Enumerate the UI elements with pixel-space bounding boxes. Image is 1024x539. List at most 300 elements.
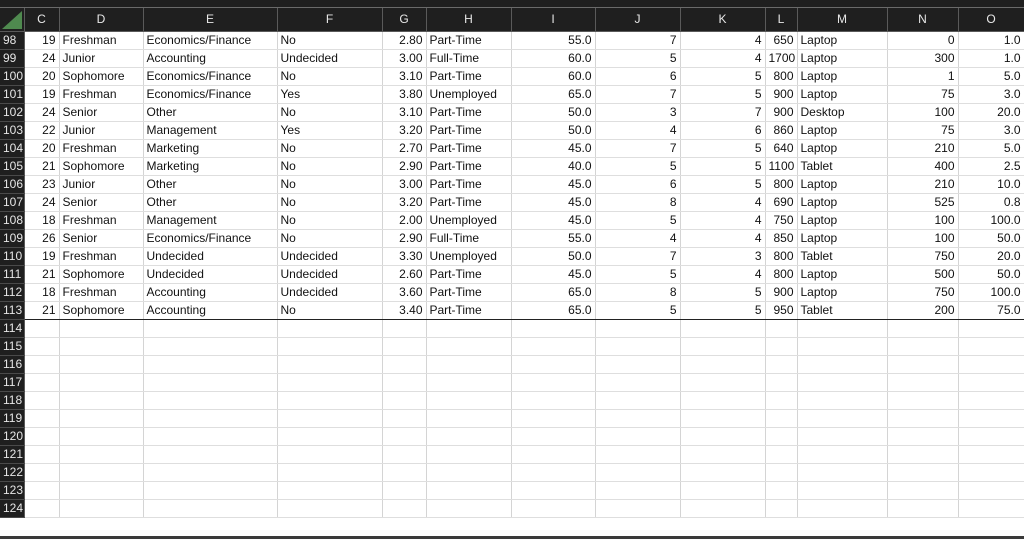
cell-h[interactable]: Part-Time (426, 139, 511, 157)
column-header-n[interactable]: N (887, 8, 958, 31)
cell-d[interactable]: Junior (59, 121, 143, 139)
cell-h[interactable]: Part-Time (426, 301, 511, 319)
cell-c[interactable] (24, 481, 59, 499)
cell-i[interactable]: 60.0 (511, 67, 595, 85)
cell-c[interactable] (24, 355, 59, 373)
row-header[interactable]: 117 (0, 373, 24, 391)
cell-i[interactable] (511, 409, 595, 427)
cell-c[interactable] (24, 427, 59, 445)
cell-k[interactable]: 4 (680, 265, 765, 283)
cell-j[interactable]: 6 (595, 175, 680, 193)
cell-m[interactable] (797, 319, 887, 337)
cell-j[interactable]: 5 (595, 157, 680, 175)
cell-l[interactable] (765, 391, 797, 409)
cell-d[interactable]: Sophomore (59, 157, 143, 175)
column-header-i[interactable]: I (511, 8, 595, 31)
cell-c[interactable]: 19 (24, 31, 59, 49)
cell-m[interactable]: Tablet (797, 157, 887, 175)
cell-d[interactable] (59, 409, 143, 427)
cell-l[interactable]: 800 (765, 175, 797, 193)
cell-j[interactable] (595, 463, 680, 481)
cell-e[interactable] (143, 499, 277, 517)
cell-n[interactable] (887, 463, 958, 481)
cell-l[interactable]: 750 (765, 211, 797, 229)
cell-l[interactable] (765, 427, 797, 445)
cell-f[interactable]: No (277, 211, 382, 229)
cell-n[interactable] (887, 427, 958, 445)
cell-m[interactable] (797, 409, 887, 427)
cell-e[interactable]: Other (143, 175, 277, 193)
cell-h[interactable] (426, 427, 511, 445)
cell-d[interactable]: Sophomore (59, 301, 143, 319)
cell-j[interactable]: 7 (595, 31, 680, 49)
cell-j[interactable]: 5 (595, 265, 680, 283)
cell-j[interactable]: 7 (595, 85, 680, 103)
cell-e[interactable] (143, 463, 277, 481)
cell-g[interactable]: 3.60 (382, 283, 426, 301)
cell-n[interactable]: 300 (887, 49, 958, 67)
cell-e[interactable]: Accounting (143, 283, 277, 301)
cell-f[interactable] (277, 355, 382, 373)
cell-n[interactable]: 750 (887, 247, 958, 265)
cell-g[interactable]: 3.20 (382, 121, 426, 139)
cell-o[interactable]: 50.0 (958, 265, 1024, 283)
cell-n[interactable] (887, 481, 958, 499)
cell-k[interactable] (680, 391, 765, 409)
cell-m[interactable]: Laptop (797, 229, 887, 247)
cell-c[interactable]: 19 (24, 85, 59, 103)
cell-m[interactable] (797, 463, 887, 481)
cell-c[interactable]: 21 (24, 265, 59, 283)
cell-n[interactable] (887, 373, 958, 391)
cell-l[interactable]: 900 (765, 103, 797, 121)
cell-j[interactable] (595, 499, 680, 517)
cell-j[interactable] (595, 337, 680, 355)
cell-o[interactable] (958, 427, 1024, 445)
cell-j[interactable]: 5 (595, 211, 680, 229)
cell-h[interactable]: Part-Time (426, 31, 511, 49)
row-header[interactable]: 111 (0, 265, 24, 283)
cell-d[interactable] (59, 355, 143, 373)
cell-c[interactable] (24, 337, 59, 355)
cell-f[interactable]: No (277, 139, 382, 157)
cell-d[interactable]: Senior (59, 103, 143, 121)
cell-o[interactable] (958, 373, 1024, 391)
cell-d[interactable] (59, 499, 143, 517)
cell-e[interactable]: Economics/Finance (143, 85, 277, 103)
cell-k[interactable]: 4 (680, 229, 765, 247)
cell-k[interactable] (680, 319, 765, 337)
cell-f[interactable]: No (277, 31, 382, 49)
cell-e[interactable]: Other (143, 193, 277, 211)
cell-g[interactable] (382, 445, 426, 463)
cell-f[interactable]: Undecided (277, 247, 382, 265)
cell-o[interactable]: 3.0 (958, 85, 1024, 103)
cell-k[interactable]: 7 (680, 103, 765, 121)
cell-m[interactable]: Laptop (797, 49, 887, 67)
cell-m[interactable]: Laptop (797, 265, 887, 283)
cell-n[interactable] (887, 409, 958, 427)
cell-d[interactable]: Freshman (59, 31, 143, 49)
cell-o[interactable]: 20.0 (958, 247, 1024, 265)
cell-k[interactable] (680, 445, 765, 463)
column-header-e[interactable]: E (143, 8, 277, 31)
cell-c[interactable] (24, 499, 59, 517)
cell-k[interactable]: 5 (680, 67, 765, 85)
cell-h[interactable]: Unemployed (426, 85, 511, 103)
cell-d[interactable] (59, 445, 143, 463)
cell-m[interactable] (797, 499, 887, 517)
cell-l[interactable]: 1700 (765, 49, 797, 67)
cell-e[interactable]: Economics/Finance (143, 31, 277, 49)
cell-h[interactable]: Part-Time (426, 283, 511, 301)
cell-c[interactable]: 22 (24, 121, 59, 139)
cell-g[interactable] (382, 373, 426, 391)
cell-g[interactable]: 3.40 (382, 301, 426, 319)
cell-e[interactable]: Management (143, 211, 277, 229)
cell-i[interactable]: 45.0 (511, 211, 595, 229)
cell-k[interactable] (680, 409, 765, 427)
cell-f[interactable]: No (277, 229, 382, 247)
row-header[interactable]: 98 (0, 31, 24, 49)
cell-h[interactable]: Part-Time (426, 157, 511, 175)
cell-g[interactable]: 3.30 (382, 247, 426, 265)
cell-i[interactable]: 40.0 (511, 157, 595, 175)
cell-k[interactable]: 5 (680, 283, 765, 301)
cell-o[interactable]: 75.0 (958, 301, 1024, 319)
cell-f[interactable]: Yes (277, 121, 382, 139)
cell-h[interactable]: Part-Time (426, 67, 511, 85)
cell-n[interactable]: 75 (887, 121, 958, 139)
cell-m[interactable] (797, 481, 887, 499)
cell-i[interactable]: 55.0 (511, 229, 595, 247)
cell-j[interactable] (595, 355, 680, 373)
cell-i[interactable] (511, 481, 595, 499)
row-header[interactable]: 105 (0, 157, 24, 175)
cell-h[interactable]: Part-Time (426, 193, 511, 211)
cell-j[interactable]: 7 (595, 247, 680, 265)
row-header[interactable]: 122 (0, 463, 24, 481)
cell-e[interactable]: Accounting (143, 301, 277, 319)
cell-c[interactable]: 21 (24, 301, 59, 319)
cell-k[interactable]: 5 (680, 139, 765, 157)
column-header-l[interactable]: L (765, 8, 797, 31)
cell-l[interactable] (765, 481, 797, 499)
cell-o[interactable]: 1.0 (958, 31, 1024, 49)
cell-g[interactable]: 3.80 (382, 85, 426, 103)
cell-l[interactable]: 900 (765, 85, 797, 103)
cell-l[interactable] (765, 373, 797, 391)
cell-h[interactable] (426, 409, 511, 427)
cell-c[interactable] (24, 463, 59, 481)
cell-m[interactable] (797, 427, 887, 445)
cell-g[interactable]: 2.70 (382, 139, 426, 157)
cell-n[interactable]: 400 (887, 157, 958, 175)
cell-e[interactable]: Accounting (143, 49, 277, 67)
row-header[interactable]: 110 (0, 247, 24, 265)
cell-g[interactable]: 3.10 (382, 67, 426, 85)
cell-l[interactable]: 650 (765, 31, 797, 49)
cell-f[interactable] (277, 445, 382, 463)
cell-c[interactable]: 19 (24, 247, 59, 265)
cell-d[interactable] (59, 463, 143, 481)
row-header[interactable]: 108 (0, 211, 24, 229)
cell-c[interactable] (24, 409, 59, 427)
cell-n[interactable]: 500 (887, 265, 958, 283)
cell-i[interactable]: 65.0 (511, 301, 595, 319)
cell-e[interactable]: Other (143, 103, 277, 121)
row-header[interactable]: 109 (0, 229, 24, 247)
cell-n[interactable] (887, 445, 958, 463)
column-header-k[interactable]: K (680, 8, 765, 31)
cell-k[interactable] (680, 463, 765, 481)
cell-g[interactable]: 2.60 (382, 265, 426, 283)
cell-n[interactable]: 1 (887, 67, 958, 85)
cell-h[interactable]: Unemployed (426, 211, 511, 229)
cell-e[interactable] (143, 337, 277, 355)
cell-n[interactable]: 200 (887, 301, 958, 319)
cell-f[interactable] (277, 373, 382, 391)
cell-n[interactable] (887, 337, 958, 355)
cell-m[interactable]: Laptop (797, 121, 887, 139)
cell-e[interactable] (143, 445, 277, 463)
cell-i[interactable] (511, 319, 595, 337)
cell-o[interactable]: 10.0 (958, 175, 1024, 193)
cell-g[interactable] (382, 391, 426, 409)
cell-j[interactable]: 5 (595, 49, 680, 67)
cell-m[interactable]: Laptop (797, 67, 887, 85)
cell-m[interactable] (797, 337, 887, 355)
cell-e[interactable] (143, 319, 277, 337)
cell-j[interactable]: 8 (595, 193, 680, 211)
cell-h[interactable]: Part-Time (426, 103, 511, 121)
cell-c[interactable]: 20 (24, 67, 59, 85)
cell-d[interactable] (59, 481, 143, 499)
cell-c[interactable]: 26 (24, 229, 59, 247)
cell-n[interactable]: 0 (887, 31, 958, 49)
column-header-g[interactable]: G (382, 8, 426, 31)
cell-d[interactable]: Freshman (59, 85, 143, 103)
cell-d[interactable]: Senior (59, 229, 143, 247)
cell-l[interactable]: 850 (765, 229, 797, 247)
cell-o[interactable] (958, 445, 1024, 463)
cell-i[interactable]: 50.0 (511, 247, 595, 265)
cell-i[interactable] (511, 337, 595, 355)
cell-i[interactable]: 55.0 (511, 31, 595, 49)
cell-o[interactable] (958, 463, 1024, 481)
cell-d[interactable]: Junior (59, 175, 143, 193)
row-header[interactable]: 116 (0, 355, 24, 373)
cell-l[interactable] (765, 463, 797, 481)
column-header-h[interactable]: H (426, 8, 511, 31)
cell-j[interactable] (595, 481, 680, 499)
cell-f[interactable]: Yes (277, 85, 382, 103)
cell-f[interactable]: Undecided (277, 49, 382, 67)
cell-e[interactable]: Economics/Finance (143, 229, 277, 247)
cell-c[interactable] (24, 391, 59, 409)
cell-f[interactable]: No (277, 157, 382, 175)
column-header-j[interactable]: J (595, 8, 680, 31)
cell-n[interactable] (887, 391, 958, 409)
cell-k[interactable]: 4 (680, 31, 765, 49)
cell-d[interactable]: Freshman (59, 139, 143, 157)
cell-l[interactable]: 800 (765, 265, 797, 283)
row-header[interactable]: 106 (0, 175, 24, 193)
cell-j[interactable] (595, 445, 680, 463)
cell-g[interactable]: 3.10 (382, 103, 426, 121)
cell-i[interactable] (511, 427, 595, 445)
cell-d[interactable]: Senior (59, 193, 143, 211)
cell-g[interactable]: 3.20 (382, 193, 426, 211)
cell-j[interactable] (595, 373, 680, 391)
cell-o[interactable] (958, 319, 1024, 337)
cell-o[interactable] (958, 409, 1024, 427)
cell-i[interactable]: 65.0 (511, 283, 595, 301)
cell-f[interactable]: Undecided (277, 283, 382, 301)
row-header[interactable]: 120 (0, 427, 24, 445)
cell-j[interactable]: 8 (595, 283, 680, 301)
cell-h[interactable] (426, 445, 511, 463)
cell-l[interactable]: 640 (765, 139, 797, 157)
cell-e[interactable] (143, 355, 277, 373)
row-header[interactable]: 124 (0, 499, 24, 517)
cell-o[interactable] (958, 481, 1024, 499)
cell-d[interactable] (59, 391, 143, 409)
row-header[interactable]: 104 (0, 139, 24, 157)
cell-m[interactable]: Laptop (797, 283, 887, 301)
cell-m[interactable]: Laptop (797, 139, 887, 157)
cell-c[interactable]: 24 (24, 49, 59, 67)
cell-i[interactable] (511, 499, 595, 517)
cell-f[interactable]: No (277, 175, 382, 193)
cell-c[interactable] (24, 373, 59, 391)
cell-g[interactable]: 2.90 (382, 157, 426, 175)
cell-f[interactable]: No (277, 193, 382, 211)
cell-j[interactable] (595, 427, 680, 445)
cell-d[interactable] (59, 427, 143, 445)
cell-o[interactable] (958, 355, 1024, 373)
cell-h[interactable] (426, 499, 511, 517)
cell-k[interactable]: 5 (680, 85, 765, 103)
row-header[interactable]: 103 (0, 121, 24, 139)
cell-n[interactable] (887, 499, 958, 517)
cell-k[interactable] (680, 373, 765, 391)
cell-c[interactable]: 18 (24, 283, 59, 301)
cell-d[interactable]: Sophomore (59, 265, 143, 283)
cell-g[interactable] (382, 463, 426, 481)
cell-f[interactable] (277, 481, 382, 499)
cell-l[interactable]: 900 (765, 283, 797, 301)
cell-k[interactable] (680, 355, 765, 373)
cell-o[interactable] (958, 391, 1024, 409)
cell-f[interactable]: No (277, 103, 382, 121)
cell-f[interactable] (277, 499, 382, 517)
cell-o[interactable]: 50.0 (958, 229, 1024, 247)
cell-d[interactable]: Freshman (59, 211, 143, 229)
row-header[interactable]: 121 (0, 445, 24, 463)
row-header[interactable]: 107 (0, 193, 24, 211)
cell-n[interactable]: 525 (887, 193, 958, 211)
cell-k[interactable]: 4 (680, 193, 765, 211)
cell-j[interactable]: 4 (595, 121, 680, 139)
cell-e[interactable] (143, 391, 277, 409)
cell-o[interactable]: 100.0 (958, 283, 1024, 301)
cell-l[interactable] (765, 445, 797, 463)
cell-g[interactable] (382, 355, 426, 373)
cell-f[interactable] (277, 319, 382, 337)
cell-i[interactable]: 45.0 (511, 193, 595, 211)
row-header[interactable]: 102 (0, 103, 24, 121)
cell-m[interactable]: Laptop (797, 211, 887, 229)
cell-n[interactable] (887, 355, 958, 373)
cell-c[interactable]: 21 (24, 157, 59, 175)
cell-e[interactable] (143, 373, 277, 391)
cell-m[interactable]: Tablet (797, 301, 887, 319)
cell-o[interactable] (958, 499, 1024, 517)
cell-i[interactable]: 45.0 (511, 139, 595, 157)
cell-o[interactable]: 20.0 (958, 103, 1024, 121)
cell-c[interactable]: 23 (24, 175, 59, 193)
cell-f[interactable] (277, 391, 382, 409)
cell-f[interactable]: No (277, 301, 382, 319)
cell-m[interactable]: Laptop (797, 85, 887, 103)
cell-m[interactable]: Laptop (797, 31, 887, 49)
cell-k[interactable]: 5 (680, 157, 765, 175)
cell-i[interactable] (511, 445, 595, 463)
cell-c[interactable] (24, 445, 59, 463)
cell-o[interactable]: 5.0 (958, 139, 1024, 157)
cell-j[interactable] (595, 319, 680, 337)
cell-e[interactable] (143, 409, 277, 427)
cell-i[interactable]: 45.0 (511, 175, 595, 193)
cell-k[interactable]: 6 (680, 121, 765, 139)
row-header[interactable]: 123 (0, 481, 24, 499)
cell-i[interactable] (511, 355, 595, 373)
row-header[interactable]: 112 (0, 283, 24, 301)
cell-h[interactable] (426, 463, 511, 481)
cell-d[interactable] (59, 373, 143, 391)
cell-h[interactable]: Full-Time (426, 49, 511, 67)
cell-i[interactable]: 45.0 (511, 265, 595, 283)
cell-l[interactable]: 800 (765, 247, 797, 265)
cell-k[interactable] (680, 499, 765, 517)
cell-f[interactable] (277, 463, 382, 481)
cell-e[interactable]: Undecided (143, 265, 277, 283)
cell-h[interactable] (426, 391, 511, 409)
cell-j[interactable]: 7 (595, 139, 680, 157)
cell-h[interactable]: Part-Time (426, 121, 511, 139)
cell-h[interactable]: Part-Time (426, 175, 511, 193)
cell-h[interactable]: Full-Time (426, 229, 511, 247)
cell-k[interactable]: 4 (680, 49, 765, 67)
cell-g[interactable] (382, 337, 426, 355)
cell-f[interactable] (277, 337, 382, 355)
cell-h[interactable]: Part-Time (426, 265, 511, 283)
cell-c[interactable]: 24 (24, 193, 59, 211)
cell-n[interactable]: 750 (887, 283, 958, 301)
column-header-m[interactable]: M (797, 8, 887, 31)
row-header[interactable]: 113 (0, 301, 24, 319)
select-all-corner[interactable] (0, 8, 24, 31)
cell-g[interactable] (382, 319, 426, 337)
cell-n[interactable]: 100 (887, 211, 958, 229)
cell-e[interactable]: Economics/Finance (143, 67, 277, 85)
cell-e[interactable] (143, 481, 277, 499)
cell-d[interactable] (59, 337, 143, 355)
cell-m[interactable]: Laptop (797, 175, 887, 193)
cell-i[interactable] (511, 391, 595, 409)
row-header[interactable]: 99 (0, 49, 24, 67)
